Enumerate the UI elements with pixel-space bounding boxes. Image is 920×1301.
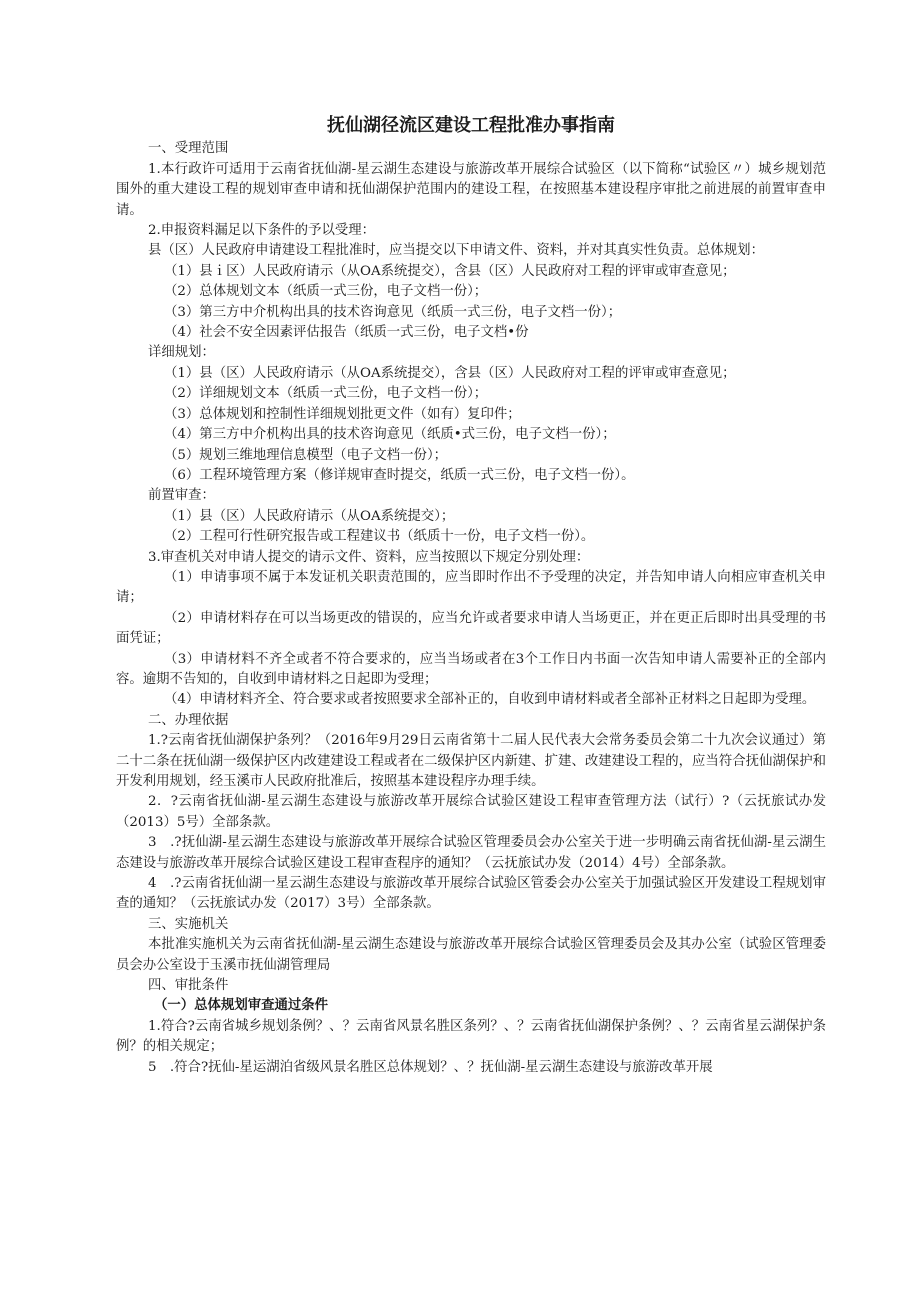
paragraph-basis: 3 .?抚仙湖-星云湖生态建设与旅游改革开展综合试验区管理委员会办公室关于进一步明确云南省抚仙湖-星云湖生态建设与旅游改革开展综合试验区建设工程审查程序的通知？（云抚旅试办发（2014）4号）全部条款。: [116, 835, 826, 871]
section-heading-conditions: 四、审批条件: [148, 978, 229, 994]
list-item: （2）申请材料存在可以当场更改的错误的，应当允许或者要求申请人当场更正，并在更正后即时出具受理的书面凭证；: [116, 610, 826, 647]
list-item: （6）工程环境管理方案（修详规审查时提交，纸质一式三份，电子文档一份）。: [164, 467, 635, 483]
list-item: （1）县（区）人民政府请示（从OA系统提交），含县（区）人民政府对工程的评审或审查意见；: [164, 365, 736, 381]
list-item: （2）总体规划文本（纸质一式三份，电子文档一份）；: [164, 284, 488, 300]
paragraph-condition: 5 .符合?抚仙-星运湖泊省级风景名胜区总体规划？、？抚仙湖-星云湖生态建设与旅游改革开展: [148, 1059, 713, 1075]
paragraph-scope-1: 1.本行政许可适用于云南省抚仙湖-星云湖生态建设与旅游改革开展综合试验区（以下简称“试验区〃）城乡规划范围外的重大建设工程的规划审查申请和抚仙湖保护范围内的建设工程，在按照基本建设程序审批之前进展的前置审查申请。: [116, 161, 826, 218]
subsection-heading-overall-plan: （一）总体规划审查通过条件: [154, 998, 329, 1014]
paragraph-agency: 本批准实施机关为云南省抚仙湖-星云湖生态建设与旅游改革开展综合试验区管理委员会及其办公室（试验区管理委员会办公室设于玉溪市抚仙湖管理局: [116, 937, 826, 973]
document-title: 抚仙湖径流区建设工程批准办事指南: [327, 115, 615, 136]
list-item: （4）第三方中介机构出具的技术咨询意见（纸质•式三份，电子文档一份）；: [164, 427, 616, 443]
list-item: （1）县（区）人民政府请示（从OA系统提交）；: [164, 508, 455, 524]
list-item: （4）申请材料齐全、符合要求或者按照要求全部补正的，自收到申请材料或者全部补正材料之日起即为受理。: [164, 692, 816, 708]
section-heading-basis: 二、办理依据: [148, 712, 229, 728]
list-item: （4）社会不安全因素评估报告（纸质一式三份，电子文档•份: [164, 325, 529, 341]
list-item: （2）详细规划文本（纸质一式三份，电子文档一份）；: [164, 386, 488, 402]
list-item: （3）第三方中介机构出具的技术咨询意见（纸质一式三份，电子文档一份）；: [164, 304, 622, 320]
section-heading-agency: 三、实施机关: [148, 916, 229, 932]
label-pre-review: 前置审查：: [148, 488, 215, 504]
label-detail-plan: 详细规划：: [148, 345, 215, 361]
section-heading-scope: 一、受理范围: [148, 141, 229, 157]
list-item: （2）工程可行性研究报告或工程建议书（纸质十一份，电子文档一份）。: [164, 529, 595, 545]
paragraph-scope-2: 2.申报资料漏足以下条件的予以受理：: [148, 223, 376, 239]
paragraph-scope-2-intro: 县（区）人民政府申请建设工程批准时，应当提交以下申请文件、资料，并对其真实性负责。总体规划：: [148, 243, 764, 259]
list-item: （3）总体规划和控制性详细规划批更文件（如有）复印件；: [164, 406, 521, 422]
paragraph-basis: 1.?云南省抚仙湖保护条列？（2016年9月29日云南省第十二届人民代表大会常务委员会第二十九次会议通过）第二十二条在抚仙湖一级保护区内改建建设工程或者在二级保护区内新建、扩建、改建建设工程的，应当符合抚仙湖保护和开发利用规划，经玉溪市人民政府批准后，按照基本建设程序办理手续。: [116, 733, 826, 789]
list-item: （1）申请事项不属于本发证机关职责范围的，应当即时作出不予受理的决定，并告知申请人向相应审查机关申请；: [116, 569, 826, 606]
paragraph-basis: 2．?云南省抚仙湖-星云湖生态建设与旅游改革开展综合试验区建设工程审查管理方法（试行）?（云抚旅试办发（2013）5号）全部条款。: [116, 794, 826, 830]
list-item: （3）申请材料不齐全或者不符合要求的，应当当场或者在3个工作日内书面一次告知申请人需要补正的全部内容。逾期不告知的，自收到申请材料之日起即为受理；: [116, 651, 826, 687]
document-page: [116, 116, 826, 1078]
paragraph-condition: 1.符合?云南省城乡规划条例？、？云南省风景名胜区条列？、？云南省抚仙湖保护条例？、？云南省星云湖保护条例？的相关规定；: [116, 1018, 826, 1055]
list-item: （1）县ｉ区）人民政府请示（从OA系统提交），含县（区）人民政府对工程的评审或审查意见；: [164, 263, 736, 279]
list-item: （5）规划三维地理信息模型（电子文档一份）；: [164, 447, 448, 463]
paragraph-basis: 4 .?云南省抚仙湖一星云湖生态建设与旅游改革开展综合试验区管委会办公室关于加强试验区开发建设工程规划审查的通知？（云抚旅试办发（2017）3号）全部条款。: [116, 876, 826, 912]
paragraph-scope-3: 3.审查机关对申请人提交的请示文件、资料，应当按照以下规定分别处理：: [148, 549, 590, 565]
